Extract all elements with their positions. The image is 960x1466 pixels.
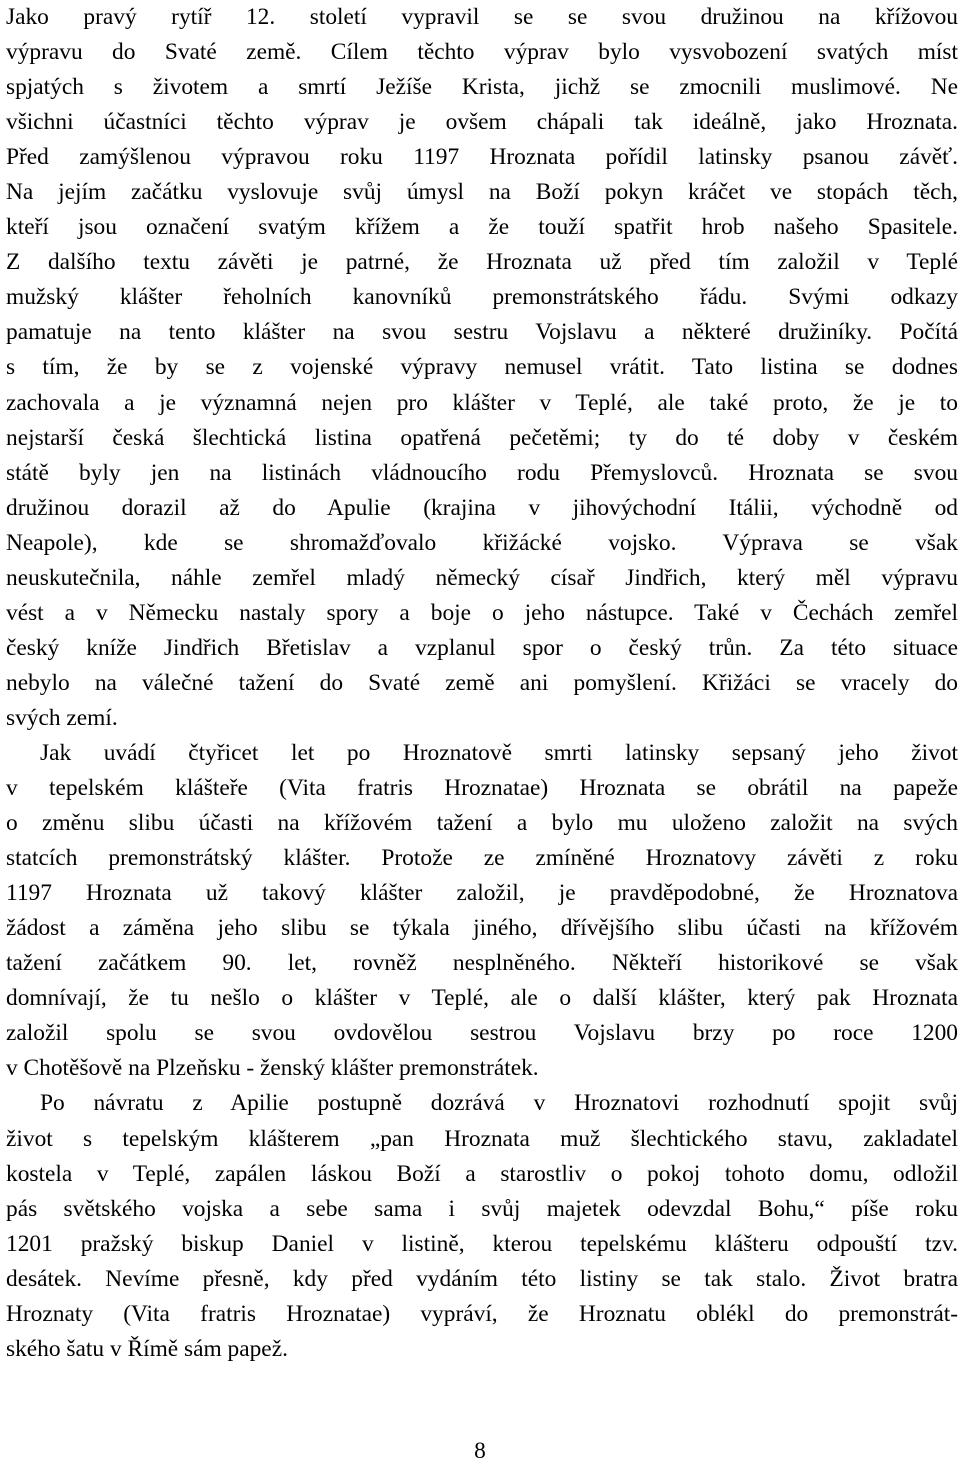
text-line: založil spolu se svou ovdovělou sestrou Vojslavu brzy po roce 1200 xyxy=(6,1020,958,1047)
text-line: Po návratu z Apilie postupně dozrává v Hroznatovi rozhodnutí spojit svůj xyxy=(40,1090,958,1117)
text-line: Jako pravý rytíř 12. století vypravil se se svou družinou na křížovou xyxy=(6,4,958,30)
text-line: o změnu slibu účasti na křížovém tažení a bylo mu uloženo založit na svých xyxy=(6,810,958,837)
text-line: v Chotěšově na Plzeňsku - ženský klášter premonstrátek. xyxy=(6,1055,539,1082)
page-number: 8 xyxy=(474,1438,486,1464)
text-line: Hroznaty (Vita fratris Hroznatae) vypráví, že Hroznatu oblékl do premonstrát- xyxy=(6,1300,958,1327)
text-line: český kníže Jindřich Břetislav a vzplanul spor o český trůn. Za této situace xyxy=(6,634,958,661)
text-line: Z dalšího textu závěti je patrné, že Hroznata už před tím založil v Teplé xyxy=(6,249,958,276)
text-line: kteří jsou označení svatým křížem a že touží spatřit hrob našeho Spasitele. xyxy=(6,214,958,241)
text-line: Před zamýšlenou výpravou roku 1197 Hroznata pořídil latinsky psanou závěť. xyxy=(6,144,958,171)
text-line: vést a v Německu nastaly spory a boje o jeho nástupce. Také v Čechách zemřel xyxy=(6,599,958,626)
text-line: statcích premonstrátský klášter. Protože ze zmíněné Hroznatovy závěti z roku xyxy=(6,845,958,872)
text-line: Neapole), kde se shromažďovalo křižácké vojsko. Výprava se však xyxy=(6,529,958,556)
text-line: všichni účastníci těchto výprav je ovšem chápali tak ideálně, jako Hroznata. xyxy=(6,109,958,136)
paragraph-1 xyxy=(6,0,958,736)
text-line: žádost a záměna jeho slibu se týkala jiného, dřívějšího slibu účasti na křížovém xyxy=(6,915,958,942)
text-line: mužský klášter řeholních kanovníků premonstrátského řádu. Svými odkazy xyxy=(6,284,958,311)
paragraph-3 xyxy=(6,1086,958,1366)
text-line: spjatých s životem a smrtí Ježíše Krista, jichž se zmocnili muslimové. Ne xyxy=(6,74,958,101)
text-line: 1201 pražský biskup Daniel v listině, kterou tepelskému klášteru odpouští tzv. xyxy=(6,1230,958,1257)
text-line: 1197 Hroznata už takový klášter založil, je pravděpodobné, že Hroznatova xyxy=(6,880,958,907)
text-line: ského šatu v Římě sám papež. xyxy=(6,1335,288,1362)
text-line: Jak uvádí čtyřicet let po Hroznatově smrti latinsky sepsaný jeho život xyxy=(40,739,958,766)
text-line: nebylo na válečné tažení do Svaté země ani pomyšlení. Křižáci se vracely do xyxy=(6,669,958,696)
paragraph-2 xyxy=(6,736,958,1086)
text-line: pamatuje na tento klášter na svou sestru Vojslavu a některé družiníky. Počítá xyxy=(6,319,958,346)
text-line: Na jejím začátku vyslovuje svůj úmysl na Boží pokyn kráčet ve stopách těch, xyxy=(6,179,958,206)
text-line: kostela v Teplé, zapálen láskou Boží a starostliv o pokoj tohoto domu, odložil xyxy=(6,1160,958,1187)
text-line: neuskutečnila, náhle zemřel mladý německý císař Jindřich, který měl výpravu xyxy=(6,564,958,591)
text-line: s tím, že by se z vojenské výpravy nemusel vrátit. Tato listina se dodnes xyxy=(6,354,958,381)
text-line: tažení začátkem 90. let, rovněž nesplněného. Někteří historikové se však xyxy=(6,950,958,977)
text-line: život s tepelským klášterem „pan Hroznata muž šlechtického stavu, zakladatel xyxy=(6,1125,958,1152)
text-line: družinou dorazil až do Apulie (krajina v jihovýchodní Itálii, východně od xyxy=(6,494,958,521)
text-line: desátek. Nevíme přesně, kdy před vydáním této listiny se tak stalo. Život bratra xyxy=(6,1265,958,1292)
text-line: svých zemí. xyxy=(6,704,118,731)
text-line: nejstarší česká šlechtická listina opatřená pečetěmi; ty do té doby v českém xyxy=(6,424,958,451)
text-line: státě byly jen na listinách vládnoucího rodu Přemyslovců. Hroznata se svou xyxy=(6,459,958,486)
text-line: domnívají, že tu nešlo o klášter v Teplé, ale o další klášter, který pak Hroznata xyxy=(6,985,958,1012)
text-line: pás světského vojska a sebe sama i svůj majetek odevzdal Bohu,“ píše roku xyxy=(6,1195,958,1222)
text-line: výpravu do Svaté země. Cílem těchto výprav bylo vysvobození svatých míst xyxy=(6,39,958,66)
text-line: zachovala a je významná nejen pro klášter v Teplé, ale také proto, že je to xyxy=(6,389,958,416)
document-page xyxy=(6,0,958,1367)
text-line: v tepelském klášteře (Vita fratris Hroznatae) Hroznata se obrátil na papeže xyxy=(6,775,958,802)
